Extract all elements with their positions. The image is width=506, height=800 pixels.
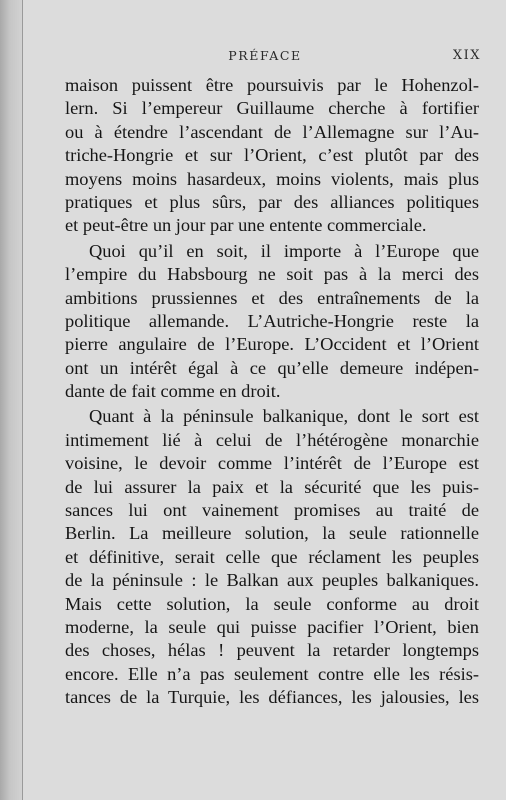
text-line: intimement lié à celui de l’hétérogène monarchie xyxy=(65,429,479,450)
text-line: ont un intérêt égal à ce qu’elle demeure indépen- xyxy=(65,357,479,378)
text-line: et peut-être un jour par une entente commerciale. xyxy=(65,215,427,236)
text-line: Quoi qu’il en soit, il importe à l’Europe que xyxy=(89,240,479,261)
page-body-text xyxy=(65,74,479,710)
text-line: des choses, hélas ! peuvent la retarder longtemps xyxy=(65,640,479,661)
text-line: Berlin. La meilleure solution, la seule rationnelle xyxy=(65,523,479,544)
text-line: moyens moins hasardeux, moins violents, mais plus xyxy=(65,168,479,189)
book-gutter xyxy=(0,0,22,800)
text-line: Mais cette solution, la seule conforme au droit xyxy=(65,593,479,614)
text-line: et définitive, serait celle que réclament les peuples xyxy=(65,546,479,567)
text-line: Quant à la péninsule balkanique, dont le sort est xyxy=(89,406,479,427)
text-line: pierre angulaire de l’Europe. L’Occident et l’Orient xyxy=(65,334,479,355)
text-line: dante de fait comme en droit. xyxy=(65,381,281,402)
text-line: lern. Si l’empereur Guillaume cherche à fortifier xyxy=(65,98,479,119)
text-line: ambitions prussiennes et des entraînements de la xyxy=(65,287,479,308)
text-line: l’empire du Habsbourg ne soit pas à la merci des xyxy=(65,264,479,285)
text-line: tances de la Turquie, les défiances, les jalousies, les xyxy=(65,687,479,708)
page-header xyxy=(23,48,506,68)
running-title: PRÉFACE xyxy=(228,48,302,63)
text-line: de la péninsule : le Balkan aux peuples balkaniques. xyxy=(65,570,479,591)
text-line: politique allemande. L’Autriche-Hongrie reste la xyxy=(65,310,479,331)
text-line: triche-Hongrie et sur l’Orient, c’est plutôt par des xyxy=(65,145,479,166)
paragraph xyxy=(65,240,479,404)
text-line: de lui assurer la paix et la sécurité que les puis- xyxy=(65,476,479,497)
text-line: moderne, la seule qui puisse pacifier l’Orient, bien xyxy=(65,616,479,637)
text-line: pratiques et plus sûrs, par des alliances politiques xyxy=(65,191,479,212)
paragraph xyxy=(65,74,479,238)
text-line: ou à étendre l’ascendant de l’Allemagne sur l’Au- xyxy=(65,121,479,142)
page-number: XIX xyxy=(452,48,481,63)
text-line: voisine, le devoir comme l’intérêt de l’Europe est xyxy=(65,453,479,474)
book-page xyxy=(22,0,506,800)
paragraph xyxy=(65,405,479,709)
text-line: sances lui ont vainement promises au traité de xyxy=(65,500,479,521)
text-line: maison puissent être poursuivis par le Hohenzol- xyxy=(65,75,479,95)
text-line: encore. Elle n’a pas seulement contre elle les résis- xyxy=(65,663,479,684)
